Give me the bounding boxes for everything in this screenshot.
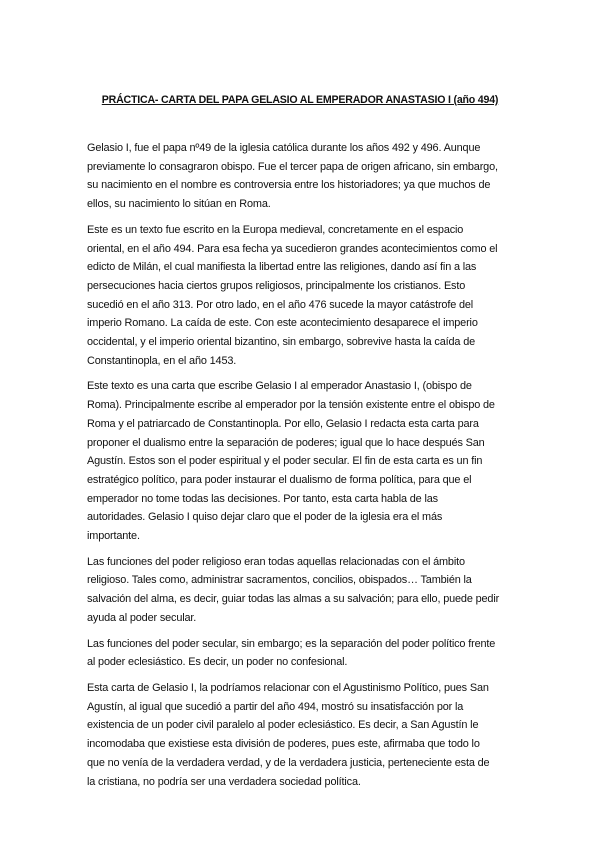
- text-line: edicto de Milán, el cual manifiesta la libertad entre las religiones, dando así fin a las: [87, 261, 477, 274]
- paragraph: [87, 377, 527, 545]
- text-line: al poder eclesiástico. Es decir, un poder no confesional.: [87, 656, 348, 669]
- text-line: la cristiana, no podría ser una verdadera sociedad política.: [87, 775, 361, 788]
- text-line: Agustín. Estos son el poder espiritual y el poder secular. El fin de esta carta es un fin: [87, 455, 483, 468]
- text-line: occidental, y el imperio oriental bizantino, sin embargo, sobrevive hasta la caída de: [87, 336, 476, 349]
- text-line: existencia de un poder civil paralelo al poder eclesiástico. Es decir, a San Agustín le: [87, 719, 479, 732]
- text-line: autoridades. Gelasio I quiso dejar claro que el poder de la iglesia era el más: [87, 511, 443, 524]
- text-line: oriental, en el año 494. Para esa fecha ya sucedieron grandes acontecimientos como el: [87, 242, 498, 255]
- paragraph: [87, 635, 527, 672]
- document-body: [87, 139, 527, 798]
- text-line: Constantinopla, en el año 1453.: [87, 354, 237, 367]
- text-line: previamente lo consagraron obispo. Fue el tercer papa de origen africano, sin embargo,: [87, 160, 498, 173]
- text-line: religioso. Tales como, administrar sacramentos, concilios, obispados… También la: [87, 574, 472, 587]
- text-line: Esta carta de Gelasio I, la podríamos relacionar con el Agustinismo Político, pues San: [87, 681, 489, 694]
- text-line: Las funciones del poder religioso eran todas aquellas relacionadas con el ámbito: [87, 555, 465, 568]
- text-line: Gelasio I, fue el papa nº49 de la iglesia católica durante los años 492 y 496. Aunque: [87, 142, 481, 154]
- text-line: Roma). Principalmente escribe al emperador por la tensión existente entre el obispo de: [87, 399, 495, 412]
- text-line: Este texto es una carta que escribe Gelasio I al emperador Anastasio I, (obispo de: [87, 380, 472, 393]
- text-line: ayuda al poder secular.: [87, 611, 197, 624]
- text-line: Roma y el patriarcado de Constantinopla. Por ello, Gelasio I redacta esta carta para: [87, 417, 479, 430]
- text-line: Este es un texto fue escrito en la Europa medieval, concretamente en el espacio: [87, 223, 464, 236]
- text-line: que no venía de la verdadera verdad, y de la verdadera justicia, perteneciente esta de: [87, 756, 490, 769]
- text-line: ellos, su nacimiento lo sitúan en Roma.: [87, 198, 271, 211]
- paragraph: [87, 221, 527, 371]
- text-line: su nacimiento en el nombre es controversia entre los historiadores; ya que muchos de: [87, 179, 491, 192]
- text-line: importante.: [87, 530, 140, 543]
- paragraph: [87, 679, 527, 791]
- text-line: sucedió en el año 313. Por otro lado, en el año 476 sucede la mayor catástrofe del: [87, 298, 474, 311]
- text-line: proponer el dualismo entre la separación de poderes; igual que lo hace después San: [87, 436, 485, 449]
- text-line: incomodaba que existiese esta división de poderes, pues este, afirmaba que todo lo: [87, 738, 480, 751]
- paragraph: [87, 139, 527, 214]
- text-line: salvación del alma, es decir, guiar todas las almas a su salvación; para ello, puede pedir: [87, 593, 500, 606]
- paragraph: [87, 553, 527, 628]
- text-line: Las funciones del poder secular, sin embargo; es la separación del poder político frente: [87, 637, 496, 650]
- text-line: Agustín, al igual que sucedió a partir del año 494, mostró su insatisfacción por la: [87, 700, 464, 713]
- document-title: PRÁCTICA- CARTA DEL PAPA GELASIO AL EMPERADOR ANASTASIO I (año 494): [101, 94, 499, 106]
- text-line: estratégico político, para poder instaurar el dualismo de forma política, para que el: [87, 473, 472, 486]
- text-line: emperador no tome todas las decisiones. Por tanto, esta carta habla de las: [87, 492, 438, 505]
- text-line: imperio Romano. La caída de este. Con este acontecimiento desaparece el imperio: [87, 317, 478, 330]
- text-line: persecuciones hacia ciertos grupos religiosos, principalmente los cristianos. Esto: [87, 279, 466, 292]
